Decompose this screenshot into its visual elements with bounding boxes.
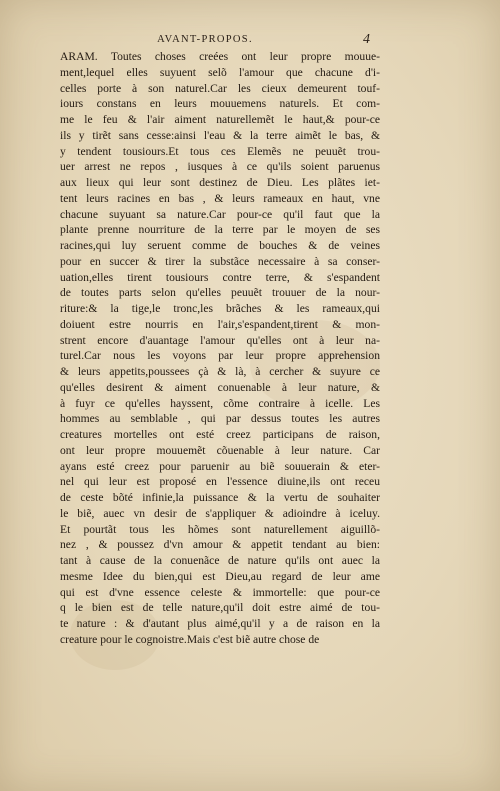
- page-number: 4: [363, 32, 370, 47]
- text-line: plante prenne nourriture de la terre par le moyen de ses: [60, 223, 380, 237]
- text-line: uation,elles tirent tousiours contre terre, & s'espandent: [60, 270, 380, 284]
- text-line: ARAM. Toutes choses creées ont leur propre mouue-: [60, 50, 380, 63]
- text-line: tent leurs racines en bas , & leurs rameaux en haut, vne: [60, 191, 380, 205]
- text-line: & leurs appetits,poussees çà & là, à cercher & suyure ce: [60, 365, 380, 378]
- text-line: me le feu & l'air aiment naturellemẽt le haut,& pour-ce: [60, 113, 380, 126]
- text-line: riture:& la tige,le tronc,les brãches & les rameaux,qui: [60, 302, 380, 315]
- text-line: de ceste bõté infinie,la puissance & la vertu de souhaiter: [60, 491, 380, 504]
- text-line: tant à cause de la conuenãce de nature qu'ils ont auec la: [60, 554, 380, 567]
- text-line: q le bien est de telle nature,qu'il doit estre aimé de tou-: [60, 601, 380, 615]
- text-line: creatures mortelles ont esté creez participans de raison,: [60, 428, 380, 441]
- running-head: AVANT-PROPOS.: [157, 34, 253, 45]
- text-line: nez , & poussez d'vn amour & appetit tendant au bien:: [60, 538, 380, 552]
- text-line: de toutes parts selon qu'elles peuuẽt trouuer de la nour-: [60, 286, 380, 300]
- text-line: le biẽ, auec vn desir de s'appliquer & adioindre à iceluy.: [60, 506, 380, 520]
- text-line: ment,lequel elles suyuent selõ l'amour que chacune d'i-: [60, 65, 380, 79]
- text-line: te nature : & d'autant plus aimé,qu'il y a de raison en la: [60, 617, 380, 630]
- text-line: qui est d'vne essence celeste & immortelle: que pour-ce: [60, 585, 380, 599]
- text-line: turel.Car nous les voyons par leur propre apprehension: [60, 349, 380, 363]
- text-line: celles porte à son naturel.Car les cieux demeurent touf-: [60, 81, 380, 95]
- text-line: ont leur propre mouuemẽt cõuenable à leur nature. Car: [60, 443, 380, 457]
- text-line: à fuyr ce qu'elles hayssent, cõme contraire à icelle. Les: [60, 396, 380, 410]
- text-line: aux lieux qui leur sont destinez de Dieu. Les plãtes iet-: [60, 176, 380, 189]
- text-line: hommes au semblable , qui par dessus toutes les autres: [60, 412, 380, 426]
- text-line: uer arrest ne repos , iusques à ce qu'ils soient paruenus: [60, 160, 380, 174]
- text-line: mesme Idee du bien,qui est Dieu,au regard de leur ame: [60, 569, 380, 583]
- text-line: chacune suyuant sa nature.Car pour-ce qu'il faut que la: [60, 207, 380, 221]
- text-line: pour en succer & tirer la substãce necessaire à sa conser-: [60, 254, 380, 268]
- text-line: nel qui leur est proposé en l'essence diuine,ils ont receu: [60, 475, 380, 489]
- text-line: y tendent tousiours.Et tous ces Elemẽs ne peuuẽt trou-: [60, 144, 380, 158]
- text-line: qu'elles desirent & aiment conuenable à leur nature, &: [60, 380, 380, 394]
- text-line: strent encore d'auantage l'amour qu'elles ont à leur na-: [60, 333, 380, 347]
- body-text: [60, 49, 380, 648]
- text-line: creature pour le cognoistre.Mais c'est biẽ autre chose de: [60, 632, 320, 646]
- text-line: ils y tirẽt sans cesse:ainsi l'eau & la terre aimẽt le bas, &: [60, 128, 380, 142]
- text-line: Et pourtãt tous les hõmes sont naturellement aiguillõ-: [60, 522, 380, 536]
- text-line: ayans esté creez pour paruenir au biẽ souuerain & eter-: [60, 459, 380, 473]
- text-line: racines,qui luy seruent comme de bouches & de veines: [60, 239, 380, 252]
- text-line: doiuent estre nourris en l'air,s'espandent,tirent & mon-: [60, 317, 380, 331]
- text-line: iours constans en leurs mouuemens naturels. Et com-: [60, 97, 380, 111]
